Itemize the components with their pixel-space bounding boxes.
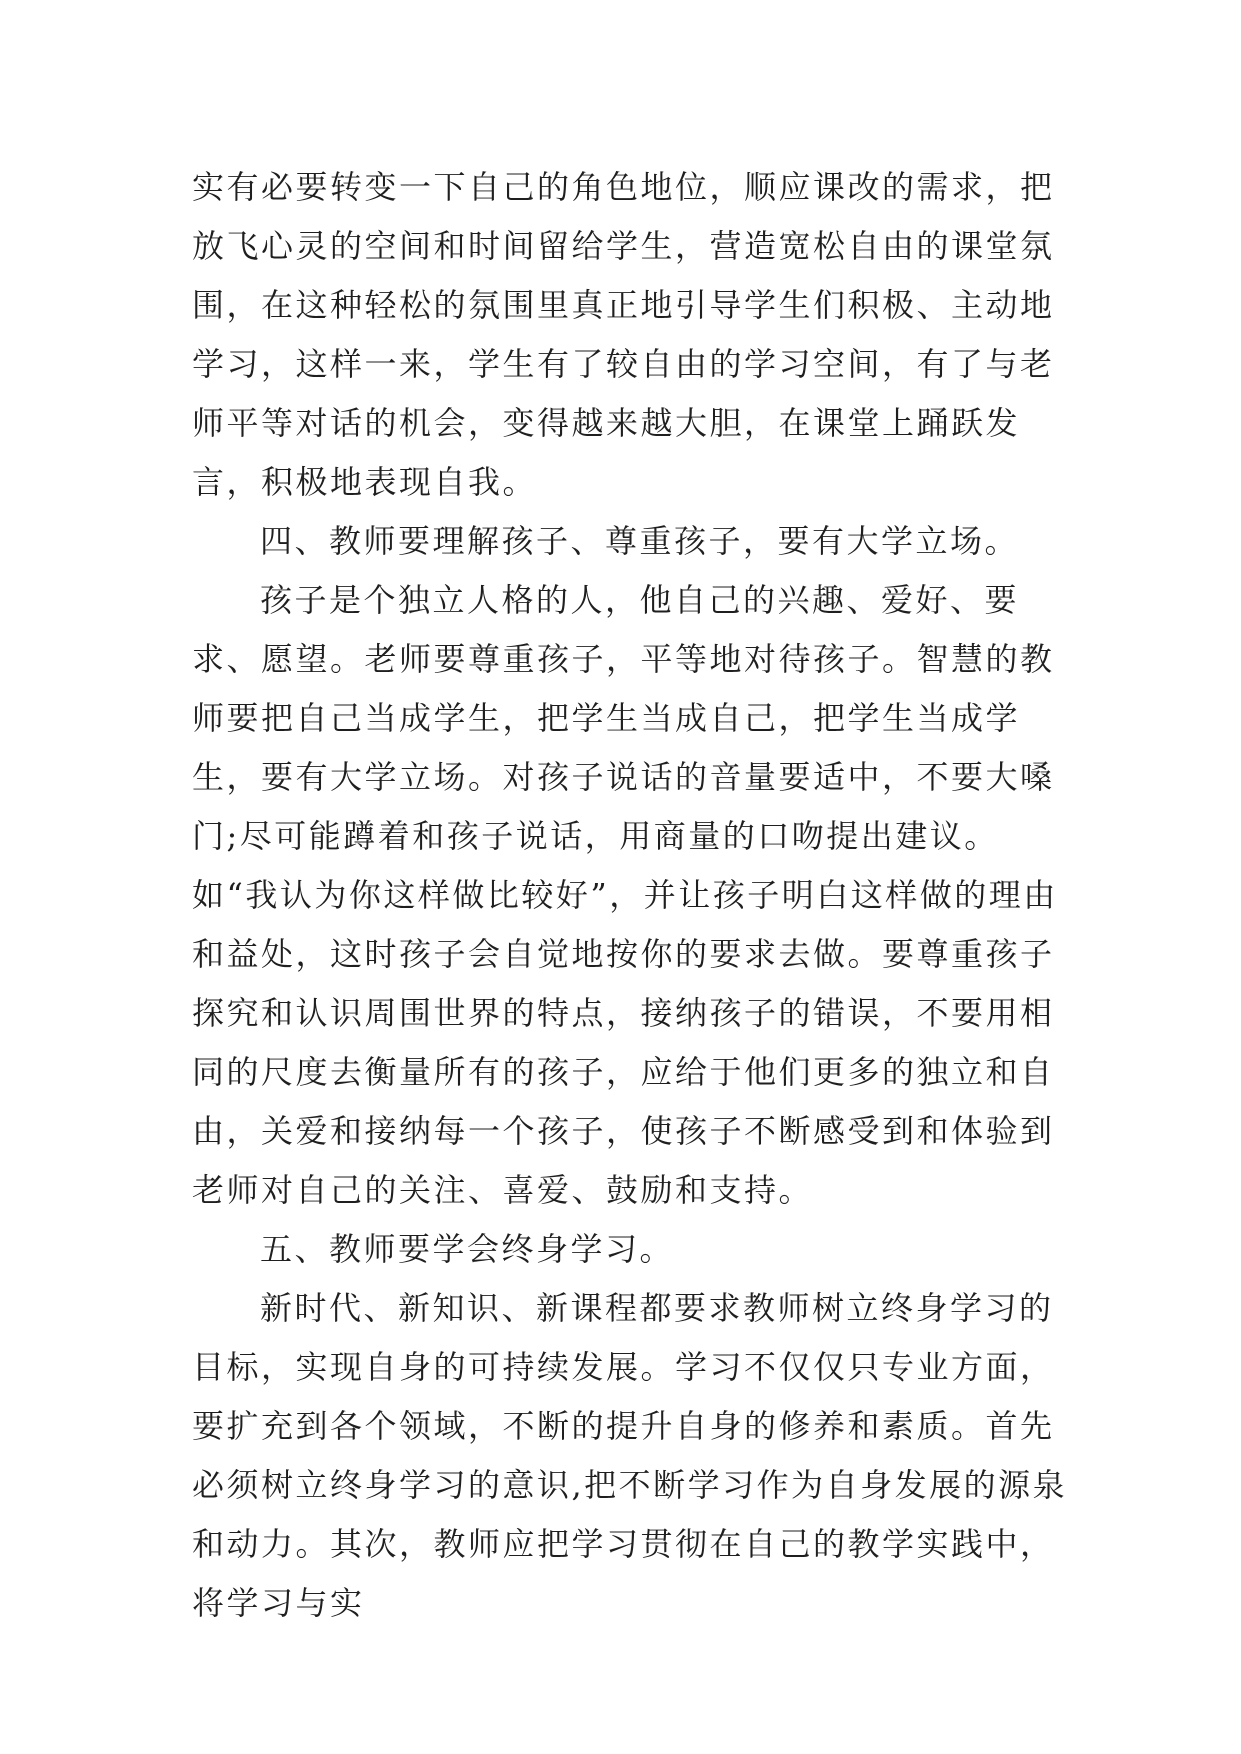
paragraph-1: 实有必要转变一下自己的角色地位，顺应课改的需求，把放飞心灵的空间和时间留给学生，营造宽松自由的课堂氛围，在这种轻松的氛围里真正地引导学生们积极、主动地学习，这样一来，学生有了较自由的学习空间，有了与老师平等对话的机会，变得越来越大胆，在课堂上踊跃发言，积极地表现自我。	[192, 168, 1055, 501]
paragraph-2: 孩子是个独立人格的人，他自己的兴趣、爱好、要求、愿望。老师要尊重孩子，平等地对待孩子。智慧的教师要把自己当成学生，把学生当成自己，把学生当成学生，要有大学立场。对孩子说话的音量要适中，不要大嗓门;尽可能蹲着和孩子说话，用商量的口吻提出建议。如“我认为你这样做比较好”，并让孩子明白这样做的理由和益处，这时孩子会自觉地按你的要求去做。要尊重孩子探究和认识周围世界的特点，接纳孩子的错误，不要用相同的尺度去衡量所有的孩子，应给于他们更多的独立和自由，关爱和接纳每一个孩子，使孩子不断感受到和体验到老师对自己的关注、喜爱、鼓励和支持。	[192, 581, 1058, 1209]
heading-section-4: 四、教师要理解孩子、尊重孩子，要有大学立场。	[260, 522, 1020, 560]
paragraph-3: 新时代、新知识、新课程都要求教师树立终身学习的目标，实现自身的可持续发展。学习不仅仅只专业方面，要扩充到各个领域，不断的提升自身的修养和素质。首先必须树立终身学习的意识,把不断学习作为自身发展的源泉和动力。其次，教师应把学习贯彻在自己的教学实践中，将学习与实	[192, 1289, 1068, 1622]
document-body	[192, 158, 1072, 1633]
heading-section-5: 五、教师要学会终身学习。	[260, 1230, 675, 1268]
